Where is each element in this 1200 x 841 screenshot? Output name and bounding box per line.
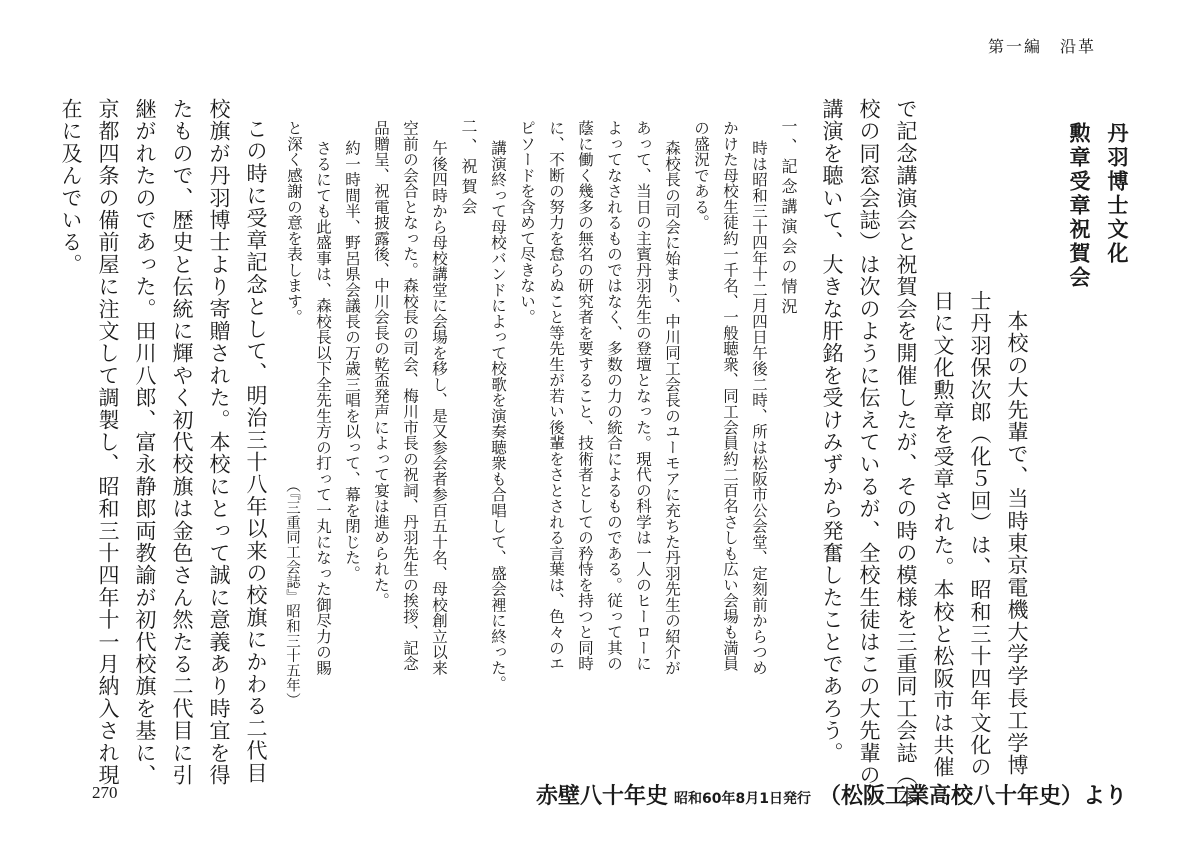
section2-line: 午後四時から母校講堂に会場を移し、是又参会者参百五十名、母校創立以来 — [430, 140, 448, 676]
section1-heading: 一、記念講演会の情況 — [779, 118, 798, 318]
intro-line: 本校の大先輩で、当時東京電機大学学長工学博 — [1005, 310, 1029, 777]
intro-line: 日に文化勲章を受章された。本校と松阪市は共催 — [931, 290, 955, 779]
intro-line: 校の同窓会誌）は次のように伝えているが、全校生徒はこの大先輩の — [857, 98, 881, 787]
closing-line: たもので、歴史と伝統に輝やく初代校旗は金色さん然たる二代目に引 — [170, 98, 194, 787]
section1-line: かけた母校生徒約一千名、一般聴衆、同工会員約二百名さしも広い会場も満員 — [721, 120, 739, 672]
section1-line: あって、当日の主賓丹羽先生の登壇となった。現代の科学は一人のヒーローに — [634, 120, 652, 672]
intro-line: で記念講演会と祝賀会を開催したが、その時の模様を三重同工会誌（本 — [894, 98, 918, 809]
section1-line: 森校長の司会に始まり、中川同工会長のユーモアに充ちた丹羽先生の紹介が — [663, 140, 681, 676]
section1-line: 講演終って母校バンドによって校歌を演奏聴衆も合唱して、盛会裡に終った。 — [489, 140, 507, 692]
section1-line: 蔭に働く幾多の無名の研究者を要すること、技術者としての矜恃を持つと同時 — [576, 120, 594, 672]
closing-line: 京都四条の備前屋に注文して調製し、昭和三十四年十一月納入され現 — [96, 98, 120, 787]
footer-date: 昭和60年8月1日発行 — [674, 791, 811, 807]
intro-line: 士丹羽保次郎（化５回）は、昭和三十四年文化の — [968, 290, 992, 779]
section2-line: 品贈呈、祝電披露後、中川会長の乾盃発声によって宴は進められた。 — [372, 120, 390, 609]
closing-line: この時に受章記念として、明治三十八年以来の校旗にかわる二代目 — [244, 118, 268, 784]
section2-line: 約一時間半、野呂県会議長の万歳三唱を以って、幕を閉じた。 — [343, 140, 361, 581]
section1-line: の盛況である。 — [692, 120, 710, 231]
section1-line: よってなされるものではなく、多数の力の統合によるものである。従って其の — [605, 120, 623, 672]
section2-heading: 二、祝賀会 — [459, 118, 478, 218]
intro-line: 講演を聴いて、大きな肝銘を受けみずから発奮したことであろう。 — [820, 98, 844, 764]
section2-line: 空前の会合となった。森校長の司会、梅川市長の祝詞、丹羽先生の挨拶、記念 — [401, 120, 419, 672]
article-title-line1: 丹羽博士文化 — [1105, 122, 1129, 266]
section1-line: 時は昭和三十四年十二月四日午後二時、所は松阪市公会堂、定刻前からつめ — [750, 140, 768, 676]
section1-line: に、不断の努力を怠らぬこと等先生が若い後輩をさとされる言葉は、色々のエ — [547, 120, 565, 672]
section2-line: と深く感謝の意を表します。 — [285, 120, 303, 325]
section2-line: さるにても此盛事は、森校長以下全先生方の打って一丸になった御尽力の賜 — [314, 140, 332, 676]
footer-book-title: 赤壁八十年史 — [536, 784, 669, 809]
page-number: 270 — [92, 783, 118, 802]
article-title-line2: 勲章受章祝賀会 — [1067, 122, 1091, 290]
footer-caption — [536, 779, 1127, 810]
section1-line: ピソードを含めて尽きない。 — [518, 120, 536, 325]
closing-line: 継がれたのであった。田川八郎、富永静郎両教諭が初代校旗を基に、 — [133, 98, 157, 787]
running-head: 第一編 沿革 — [987, 37, 1096, 56]
closing-line: 在に及んでいる。 — [59, 98, 83, 276]
source-citation: （『三重同工会誌』昭和三十五年） — [284, 478, 300, 708]
footer-note: （松阪工業高校八十年史）より — [818, 784, 1127, 809]
closing-line: 校旗が丹羽博士より寄贈された。本校にとって誠に意義あり時宜を得 — [207, 98, 231, 787]
